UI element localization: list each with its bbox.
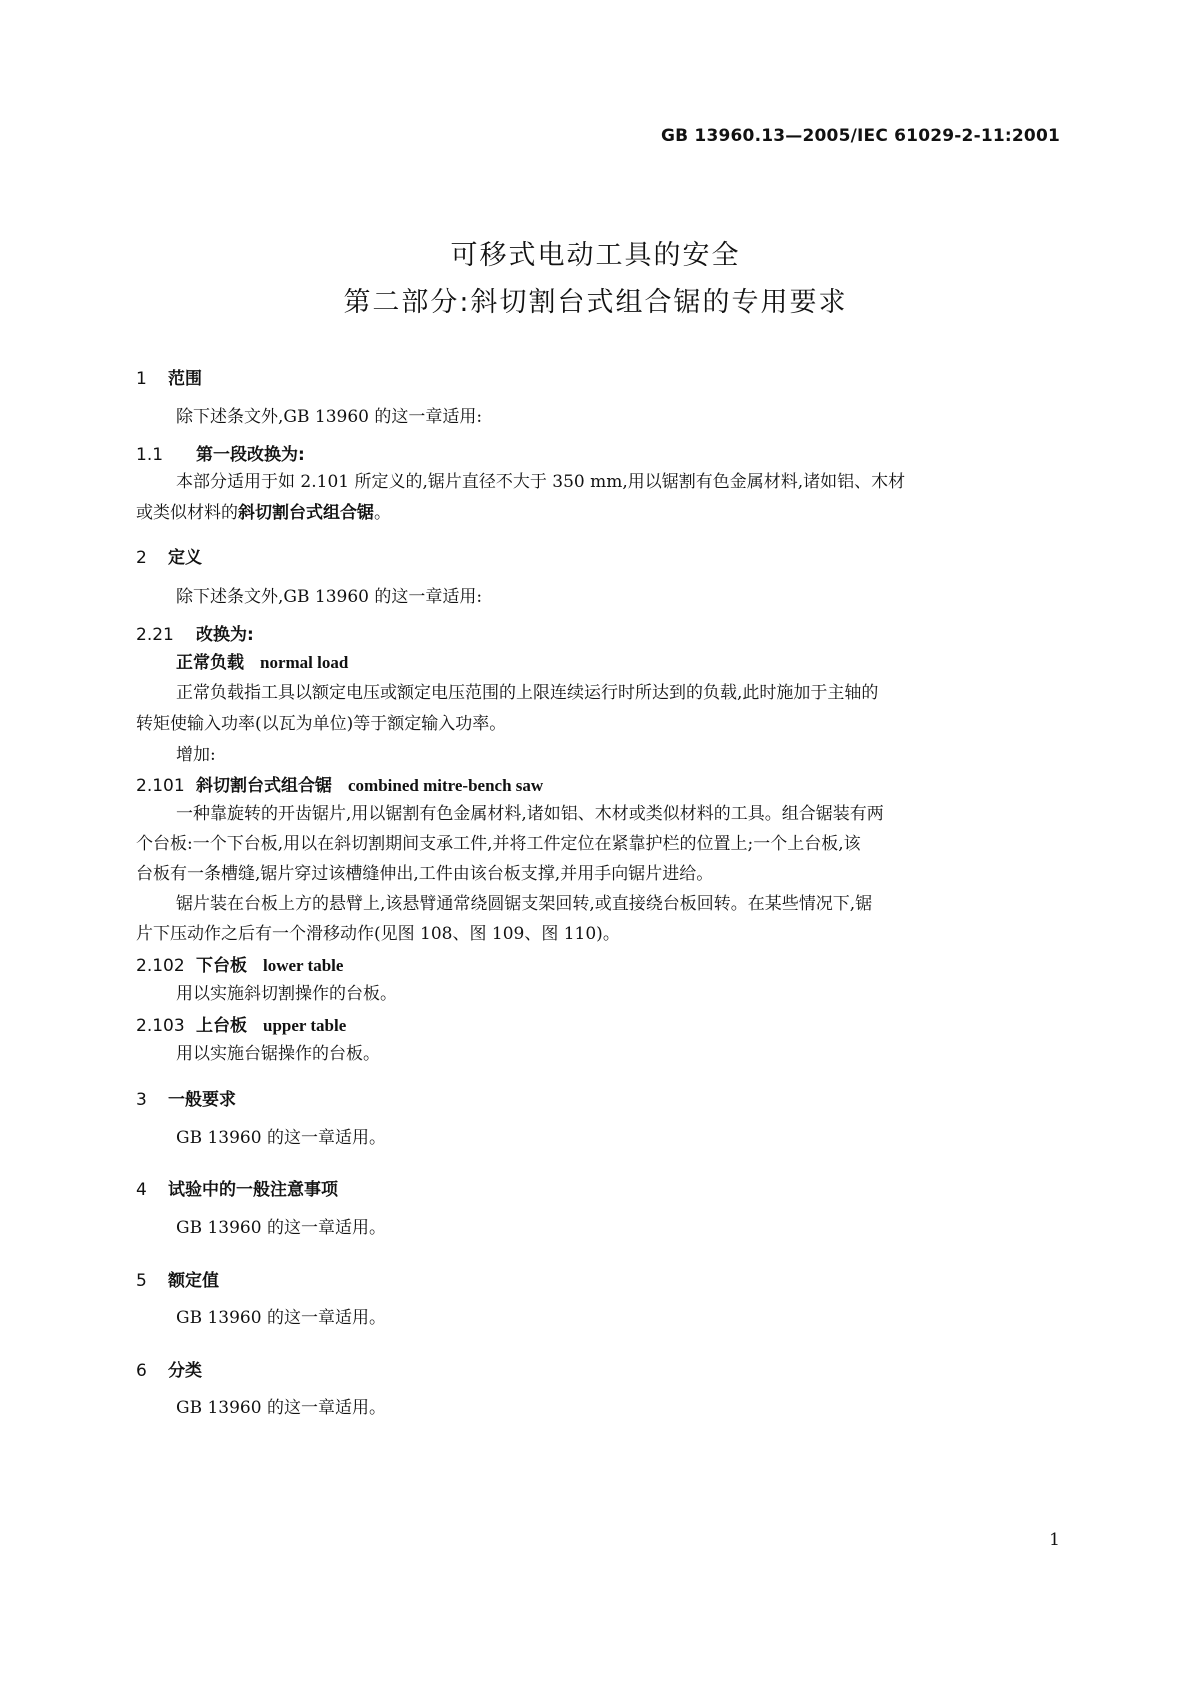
term-cn: 正常负载 <box>176 653 244 673</box>
term-normal-load <box>176 647 348 679</box>
paragraph-line: 一种靠旋转的开齿锯片,用以锯割有色金属材料,诸如铝、木材或类似材料的工具。组合锯装有两 <box>176 804 884 824</box>
paragraph-line: 正常负载指工具以额定电压或额定电压范围的上限连续运行时所达到的负载,此时施加于主轴的 <box>176 683 879 703</box>
paragraph-line: 用以实施台锯操作的台板。 <box>176 1044 380 1064</box>
term-en: lower table <box>263 956 344 975</box>
paragraph: GB 13960 的这一章适用。 <box>176 1128 386 1148</box>
section-title: 额定值 <box>168 1271 219 1291</box>
section-title: 试验中的一般注意事项 <box>168 1180 338 1200</box>
term-cn: 下台板 <box>196 956 247 976</box>
term-en: combined mitre-bench saw <box>348 776 544 795</box>
standard-number: GB 13960.13—2005/IEC 61029-2-11:2001 <box>661 126 1060 146</box>
paragraph-line: 增加: <box>176 745 216 765</box>
clause-number: 2.102 <box>136 956 185 976</box>
paragraph: 除下述条文外,GB 13960 的这一章适用: <box>176 407 483 427</box>
section-number: 4 <box>136 1180 147 1200</box>
clause-2-102-heading <box>136 951 343 976</box>
clause-2-103-heading <box>136 1011 346 1036</box>
paragraph-line: 台板有一条槽缝,锯片穿过该槽缝伸出,工件由该台板支撑,并用手向锯片进给。 <box>136 864 714 884</box>
term-en: normal load <box>260 653 349 672</box>
clause-number: 2.101 <box>136 776 185 796</box>
clause-title: 改换为: <box>196 625 254 645</box>
clause-number: 1.1 <box>136 445 164 465</box>
section-number: 2 <box>136 548 147 568</box>
section-title: 分类 <box>168 1361 202 1381</box>
paragraph-line: 本部分适用于如 2.101 所定义的,锯片直径不大于 350 mm,用以锯割有色金属材料,诸如铝、木材 <box>176 472 906 492</box>
section-1-heading <box>136 364 202 389</box>
term-cn: 斜切割台式组合锯 <box>196 776 332 796</box>
paragraph: GB 13960 的这一章适用。 <box>176 1308 386 1328</box>
paragraph: 除下述条文外,GB 13960 的这一章适用: <box>176 587 483 607</box>
paragraph-line: 用以实施斜切割操作的台板。 <box>176 984 397 1004</box>
clause-1-1-heading <box>136 440 305 465</box>
doc-title-line2: 第二部分:斜切割台式组合锯的专用要求 <box>343 287 848 318</box>
section-title: 范围 <box>168 369 202 389</box>
clause-number: 2.103 <box>136 1016 185 1036</box>
section-number: 6 <box>136 1361 147 1381</box>
term-en: upper table <box>263 1016 347 1035</box>
section-number: 5 <box>136 1271 147 1291</box>
text-run: 。 <box>374 503 391 523</box>
doc-title-line1: 可移式电动工具的安全 <box>450 240 741 271</box>
paragraph-line: 个台板:一个下台板,用以在斜切割期间支承工件,并将工件定位在紧靠护栏的位置上;一个上台板,该 <box>136 834 861 854</box>
paragraph-line: 转矩使输入功率(以瓦为单位)等于额定输入功率。 <box>136 714 507 734</box>
section-title: 一般要求 <box>168 1090 236 1110</box>
clause-2-21-heading <box>136 620 254 645</box>
section-number: 3 <box>136 1090 147 1110</box>
paragraph-line <box>136 498 391 529</box>
text-run: 或类似材料的 <box>136 503 238 523</box>
section-title: 定义 <box>168 548 202 568</box>
section-4-heading <box>136 1175 338 1200</box>
clause-number: 2.21 <box>136 625 174 645</box>
section-number: 1 <box>136 369 147 389</box>
defined-term: 斜切割台式组合锯 <box>238 503 374 523</box>
section-5-heading <box>136 1266 219 1291</box>
section-6-heading <box>136 1356 202 1381</box>
page-number: 1 <box>1049 1530 1060 1550</box>
clause-title: 第一段改换为: <box>196 445 305 465</box>
paragraph: GB 13960 的这一章适用。 <box>176 1218 386 1238</box>
paragraph-line: 片下压动作之后有一个滑移动作(见图 108、图 109、图 110)。 <box>136 924 620 944</box>
section-3-heading <box>136 1085 236 1110</box>
paragraph-line: 锯片装在台板上方的悬臂上,该悬臂通常绕圆锯支架回转,或直接绕台板回转。在某些情况下,锯 <box>176 894 873 914</box>
clause-2-101-heading <box>136 771 543 796</box>
section-2-heading <box>136 543 202 568</box>
term-cn: 上台板 <box>196 1016 247 1036</box>
paragraph: GB 13960 的这一章适用。 <box>176 1398 386 1418</box>
